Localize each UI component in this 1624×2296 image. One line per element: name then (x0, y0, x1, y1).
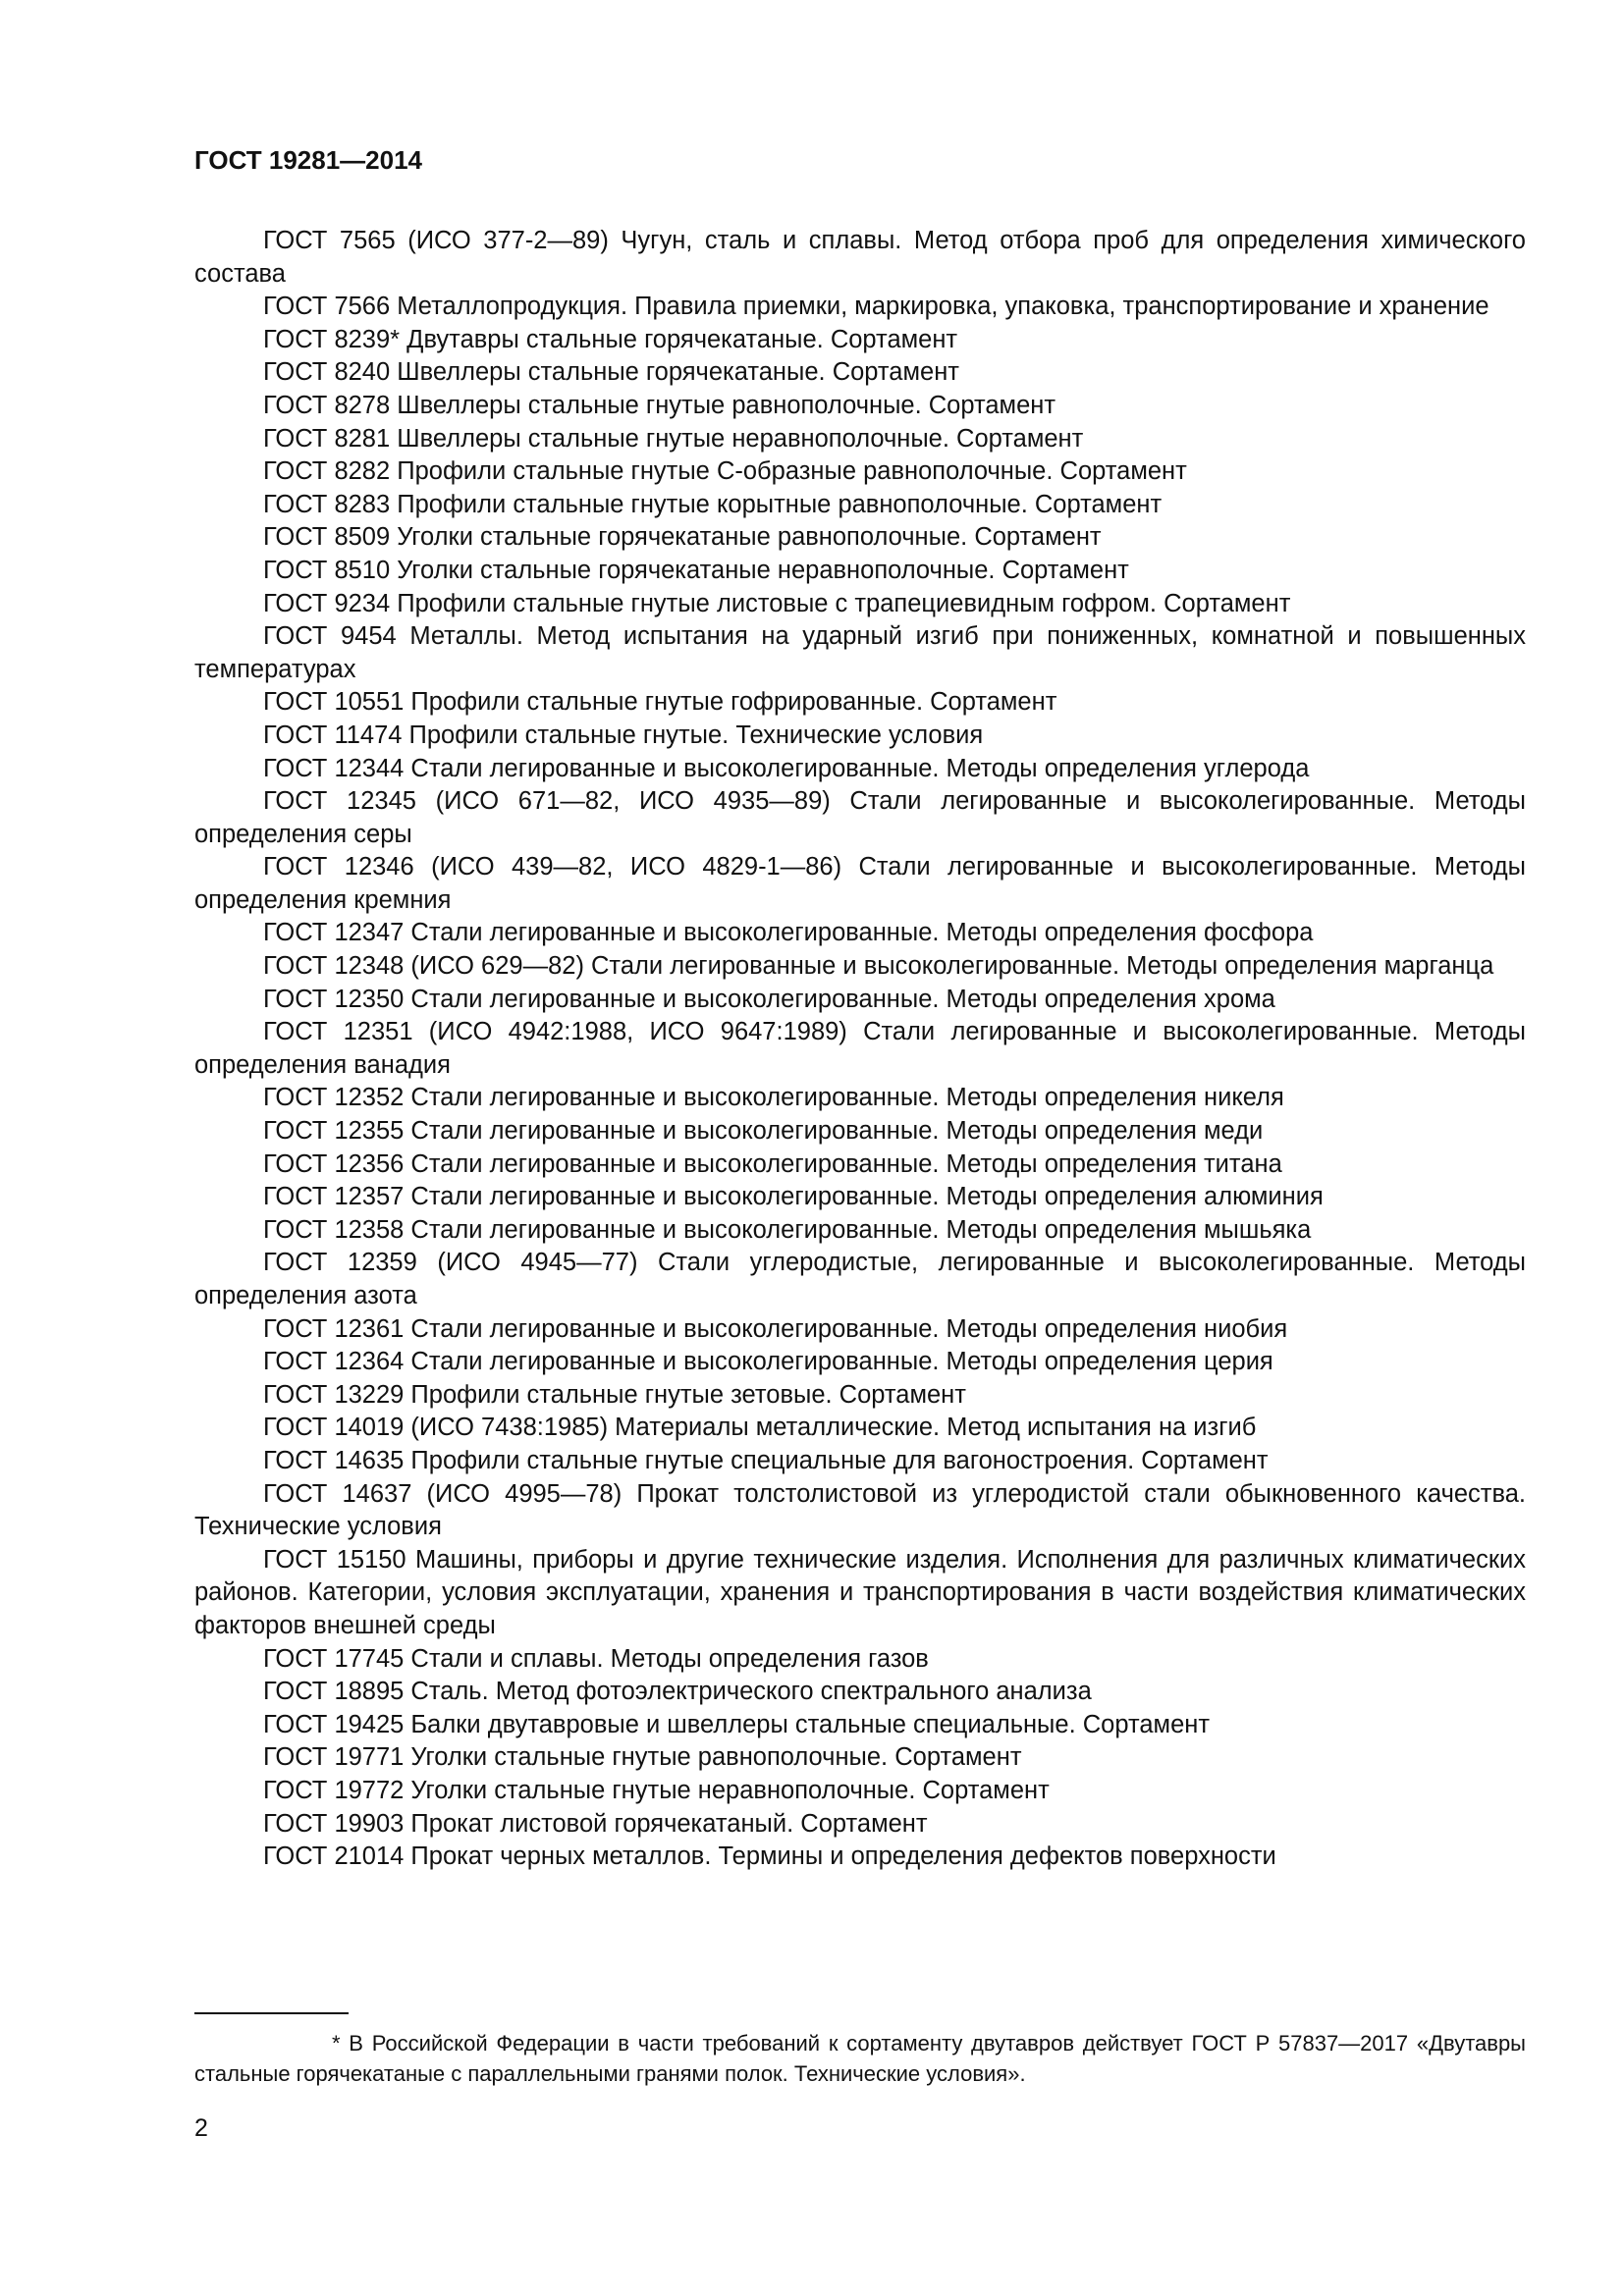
reference-item: ГОСТ 8510 Уголки стальные горячекатаные неравнополочные. Сортамент (263, 556, 1129, 584)
footnote (194, 2028, 1526, 2089)
reference-item: ГОСТ 8239* Двутавры стальные горячекатаные. Сортамент (263, 325, 958, 353)
reference-item: ГОСТ 12361 Стали легированные и высоколегированные. Методы определения ниобия (263, 1314, 1288, 1343)
reference-item: ГОСТ 14635 Профили стальные гнутые специальные для вагоностроения. Сортамент (263, 1446, 1269, 1474)
reference-item: ГОСТ 12359 (ИСО 4945—77) Стали углеродистые, легированные и высоколегированные. Методы определения азота (194, 1249, 1526, 1309)
reference-item: ГОСТ 19771 Уголки стальные гнутые равнополочные. Сортамент (263, 1743, 1022, 1772)
reference-item: ГОСТ 10551 Профили стальные гнутые гофрированные. Сортамент (263, 688, 1057, 717)
reference-item: ГОСТ 9454 Металлы. Метод испытания на ударный изгиб при пониженных, комнатной и повышенных температурах (194, 622, 1526, 683)
reference-item: ГОСТ 12357 Стали легированные и высоколегированные. Методы определения алюминия (263, 1183, 1324, 1211)
reference-item: ГОСТ 12352 Стали легированные и высоколегированные. Методы определения никеля (263, 1084, 1284, 1112)
reference-item: ГОСТ 12346 (ИСО 439—82, ИСО 4829-1—86) Стали легированные и высоколегированные. Методы определения кремния (194, 853, 1526, 914)
reference-item: ГОСТ 12344 Стали легированные и высоколегированные. Методы определения углерода (263, 754, 1310, 782)
reference-item: ГОСТ 21014 Прокат черных металлов. Термины и определения дефектов поверхности (263, 1842, 1276, 1871)
normative-references-list (194, 225, 1526, 1874)
reference-item: ГОСТ 12345 (ИСО 671—82, ИСО 4935—89) Стали легированные и высоколегированные. Методы определения серы (194, 787, 1526, 848)
page-number: 2 (194, 2114, 208, 2142)
reference-item: ГОСТ 11474 Профили стальные гнутые. Технические условия (263, 721, 984, 749)
reference-item: ГОСТ 18895 Сталь. Метод фотоэлектрического спектрального анализа (263, 1678, 1092, 1706)
reference-item: ГОСТ 19903 Прокат листовой горячекатаный. Сортамент (263, 1809, 928, 1838)
reference-item: ГОСТ 7566 Металлопродукция. Правила приемки, маркировка, упаковка, транспортирование и хранение (263, 293, 1489, 321)
reference-item: ГОСТ 19772 Уголки стальные гнутые неравнополочные. Сортамент (263, 1776, 1050, 1804)
reference-item: ГОСТ 12347 Стали легированные и высоколегированные. Методы определения фосфора (263, 919, 1314, 947)
reference-item: ГОСТ 14019 (ИСО 7438:1985) Материалы металлические. Метод испытания на изгиб (263, 1414, 1257, 1442)
footnote-text: * В Российской Федерации в части требований к сортаменту двутавров действует ГОСТ Р 57837—2017 «Двутавры стальные горячекатаные с параллельными гранями полок. Технические условия». (194, 2031, 1526, 2086)
reference-item: ГОСТ 17745 Стали и сплавы. Методы определения газов (263, 1644, 929, 1673)
reference-item: ГОСТ 8278 Швеллеры стальные гнутые равнополочные. Сортамент (263, 391, 1056, 419)
reference-item: ГОСТ 12356 Стали легированные и высоколегированные. Методы определения титана (263, 1149, 1282, 1178)
reference-item: ГОСТ 12355 Стали легированные и высоколегированные. Методы определения меди (263, 1117, 1264, 1146)
reference-item: ГОСТ 13229 Профили стальные гнутые зетовые. Сортамент (263, 1380, 966, 1409)
footnote-divider (194, 2012, 349, 2014)
reference-item: ГОСТ 12351 (ИСО 4942:1988, ИСО 9647:1989) Стали легированные и высоколегированные. Методы определения ванадия (194, 1018, 1526, 1079)
reference-item: ГОСТ 12348 (ИСО 629—82) Стали легированные и высоколегированные. Методы определения марганца (263, 952, 1494, 981)
reference-item: ГОСТ 8282 Профили стальные гнутые С-образные равнополочные. Сортамент (263, 457, 1187, 486)
reference-item: ГОСТ 8281 Швеллеры стальные гнутые неравнополочные. Сортамент (263, 424, 1084, 453)
reference-item: ГОСТ 8240 Швеллеры стальные горячекатаные. Сортамент (263, 358, 959, 387)
reference-item: ГОСТ 7565 (ИСО 377-2—89) Чугун, сталь и сплавы. Метод отбора проб для определения химического состава (194, 227, 1526, 288)
document-header: ГОСТ 19281—2014 (194, 145, 422, 175)
reference-item: ГОСТ 12350 Стали легированные и высоколегированные. Методы определения хрома (263, 985, 1275, 1013)
reference-item: ГОСТ 12364 Стали легированные и высоколегированные. Методы определения церия (263, 1348, 1273, 1376)
reference-item: ГОСТ 9234 Профили стальные гнутые листовые с трапециевидным гофром. Сортамент (263, 589, 1291, 617)
reference-item: ГОСТ 15150 Машины, приборы и другие технические изделия. Исполнения для различных климатических районов. Категории, условия эксплуатации, хранения и транспортирования в части воздействия климатических факторов внешней среды (194, 1545, 1526, 1639)
reference-item: ГОСТ 8283 Профили стальные гнутые корытные равнополочные. Сортамент (263, 490, 1163, 518)
reference-item: ГОСТ 19425 Балки двутавровые и швеллеры стальные специальные. Сортамент (263, 1710, 1211, 1738)
reference-item: ГОСТ 8509 Уголки стальные горячекатаные равнополочные. Сортамент (263, 523, 1102, 552)
reference-item: ГОСТ 12358 Стали легированные и высоколегированные. Методы определения мышьяка (263, 1215, 1312, 1244)
reference-item: ГОСТ 14637 (ИСО 4995—78) Прокат толстолистовой из углеродистой стали обыкновенного качества. Технические условия (194, 1479, 1526, 1541)
